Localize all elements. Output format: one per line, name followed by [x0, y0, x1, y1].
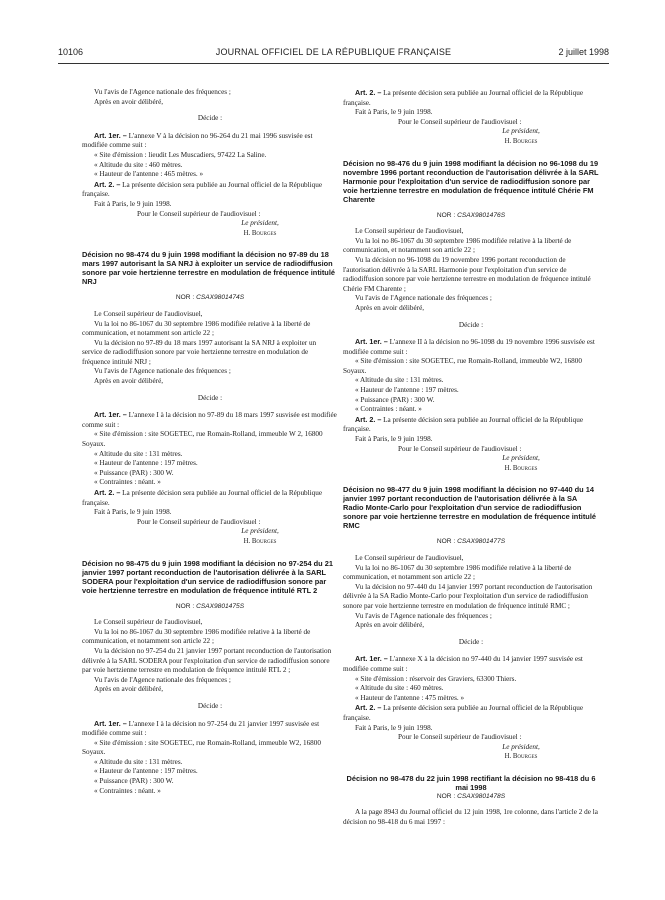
journal-title: JOURNAL OFFICIEL DE LA RÉPUBLIQUE FRANÇAISE — [215, 47, 452, 57]
article: Art. 1er. – L'annexe I à la décision no 97-254 du 21 janvier 1997 susvisée est modifiée comme suit : — [82, 718, 320, 738]
list-item: « Site d'émission : lieudit Les Muscadiers, 97422 La Saline. — [94, 150, 267, 159]
article: Art. 1er. – L'annexe X à la décision no 97-440 du 14 janvier 1997 susvisée est modifiée comme suit : — [343, 654, 583, 673]
nor-reference: NOR : CSAX9801478S — [436, 792, 506, 800]
paragraph: A la page 8943 du Journal officiel du 12 juin 1998, 1re colonne, dans l'article 2 de la décision no 98-418 du 6 mai 1997 : — [343, 808, 598, 827]
list-item: « Hauteur de l'antenne : 197 mètres. — [355, 386, 459, 395]
issue-date: 2 juillet 1998 — [558, 47, 609, 57]
signature-name: H. Bourges — [504, 464, 538, 472]
paragraph: Le Conseil supérieur de l'audiovisuel, — [355, 554, 464, 562]
paragraph: Vu la décision no 97-89 du 18 mars 1997 autorisant la SA NRJ à exploiter un service de radiodiffusion sonore par voie hertzienne terrestre en modulation de fréquence intitulé NRJ ; — [82, 338, 317, 366]
paragraph: Vu la décision no 97-440 du 14 janvier 1997 portant reconduction de l'autorisation délivrée à la SA Radio Monte-Carlo pour l'exploitation d'un service de radiodiffusion sonore par voie hertzienne terrestre en modulation de fréquence intitulé RMC ; — [343, 582, 593, 610]
paragraph: Vu la décision no 96-1098 du 19 novembre 1996 portant reconduction de l'autorisation délivrée à la SARL Harmonie pour l'exploitation d'un service de radiodiffusion sonore par voie hertzienne terrestre en modulation de fréquence intitulé Chérie FM Charente ; — [343, 255, 591, 293]
page-header — [58, 47, 609, 61]
paragraph: Vu l'avis de l'Agence nationale des fréquences ; — [355, 611, 492, 620]
list-item: « Altitude du site : 131 mètres. — [94, 757, 183, 766]
nor-reference: NOR : CSAX9801474S — [175, 294, 245, 302]
article: Art. 1er. – L'annexe V à la décision no 96-264 du 21 mai 1996 susvisée est modifiée comme suit : — [82, 130, 313, 150]
signature-title: Le président, — [502, 742, 540, 751]
fait-line: Fait à Paris, le 9 juin 1998. — [94, 508, 172, 517]
list-item: « Site d'émission : site SOGETEC, rue Romain-Rolland, immeuble W2, 16800 Soyaux. — [343, 357, 582, 375]
list-item: « Hauteur de l'antenne : 475 mètres. » — [355, 693, 465, 702]
decision-title: Décision no 98-476 du 9 juin 1998 modifiant la décision no 96-1098 du 19 novembre 1996 portant reconduction de l'autorisation délivrée à la SARL Harmonie pour l'exploitation d'un service de radiodiffusion sonore par voie hertzienne terrestre en modulation de fréquence intitulé Chérie FM Charente — [343, 158, 599, 204]
nor-reference: NOR : CSAX9801476S — [436, 211, 506, 219]
decide-heading: Décide : — [458, 637, 484, 646]
list-item: « Altitude du site : 460 mètres. — [355, 684, 444, 693]
signature-line: Pour le Conseil supérieur de l'audiovisuel : — [137, 209, 261, 218]
fait-line: Fait à Paris, le 9 juin 1998. — [355, 723, 433, 732]
signature-name: H. Bourges — [504, 753, 538, 761]
paragraph: Le Conseil supérieur de l'audiovisuel, — [355, 227, 464, 236]
decision-title: Décision no 98-475 du 9 juin 1998 modifiant la décision no 97-254 du 21 janvier 1997 portant reconduction de l'autorisation délivrée à la SARL SODERA pour l'exploitation d'un service de radiodiffusion sonore par voie hertzienne terrestre en modulation de fréquence intitulé RTL 2 — [82, 558, 333, 595]
paragraph: Vu l'avis de l'Agence nationale des fréquences ; — [94, 88, 231, 96]
list-item: « Altitude du site : 131 mètres. — [355, 376, 444, 385]
list-item: « Contraintes : néant. » — [94, 786, 161, 795]
paragraph: Après en avoir délibéré, — [355, 303, 425, 312]
header-rule — [58, 63, 609, 64]
decide-heading: Décide : — [197, 701, 223, 710]
paragraph: Après en avoir délibéré, — [94, 377, 164, 386]
paragraph: Vu l'avis de l'Agence nationale des fréquences ; — [94, 675, 231, 684]
article: Art. 1er. – L'annexe II à la décision no 96-1098 du 19 novembre 1996 susvisée est modifiée comme suit : — [343, 337, 595, 356]
left-column — [82, 88, 338, 796]
list-item: « Contraintes : néant. » — [355, 405, 422, 414]
signature-name: H. Bourges — [243, 537, 277, 545]
page-number: 10106 — [58, 47, 84, 57]
paragraph: Le Conseil supérieur de l'audiovisuel, — [94, 618, 203, 627]
signature-line: Pour le Conseil supérieur de l'audiovisuel : — [398, 117, 522, 126]
paragraph: Vu la décision no 97-254 du 21 janvier 1997 portant reconduction de l'autorisation délivrée à la SARL SODERA pour l'exploitation d'un service de radiodiffusion sonore par voie hertzienne terrestre en modulation de fréquence intitulé RTL 2 ; — [82, 646, 332, 675]
list-item: « Hauteur de l'antenne : 197 mètres. — [94, 459, 198, 468]
signature-name: H. Bourges — [243, 229, 277, 237]
paragraph: Après en avoir délibéré, — [355, 621, 425, 630]
paragraph: Vu la loi no 86-1067 du 30 septembre 1986 modifiée relative à la liberté de communication, et notamment son article 22 ; — [82, 627, 311, 646]
signature-name: H. Bourges — [504, 137, 538, 145]
list-item: « Hauteur de l'antenne : 197 mètres. — [94, 767, 198, 776]
paragraph: Après en avoir délibéré, — [94, 685, 164, 694]
list-item: « Puissance (PAR) : 300 W. — [94, 468, 174, 477]
fait-line: Fait à Paris, le 9 juin 1998. — [355, 108, 433, 117]
list-item: « Hauteur de l'antenne : 465 mètres. » — [94, 170, 204, 179]
signature-title: Le président, — [241, 219, 279, 228]
paragraph: Après en avoir délibéré, — [94, 97, 164, 106]
paragraph: Vu la loi no 86-1067 du 30 septembre 1986 modifiée relative à la liberté de communication, et notamment son article 22 ; — [82, 319, 311, 338]
list-item: « Site d'émission : site SOGETEC, rue Romain-Rolland, immeuble W2, 16800 Soyaux. — [82, 738, 321, 757]
paragraph: Le Conseil supérieur de l'audiovisuel, — [94, 309, 203, 318]
list-item: « Altitude du site : 460 mètres. — [94, 160, 183, 169]
paragraph: Vu l'avis de l'Agence nationale des fréquences ; — [355, 294, 492, 303]
decide-heading: Décide : — [197, 114, 223, 123]
right-column — [343, 88, 599, 828]
decision-title: Décision no 98-474 du 9 juin 1998 modifiant la décision no 97-89 du 18 mars 1997 autorisant la SA NRJ à exploiter un service de radiodiffusion sonore par voie hertzienne terrestre en modulation de fréquence intitulé NRJ — [82, 250, 335, 287]
signature-line: Pour le Conseil supérieur de l'audiovisuel : — [137, 517, 261, 526]
signature-title: Le président, — [502, 127, 540, 136]
decide-heading: Décide : — [458, 320, 484, 329]
paragraph: Vu la loi no 86-1067 du 30 septembre 1986 modifiée relative à la liberté de communication, et notamment son article 22 ; — [343, 236, 572, 255]
fait-line: Fait à Paris, le 9 juin 1998. — [355, 435, 433, 444]
paragraph: Vu l'avis de l'Agence nationale des fréquences ; — [94, 367, 231, 376]
list-item: « Puissance (PAR) : 300 W. — [355, 395, 435, 404]
article: Art. 2. – La présente décision sera publiée au Journal officiel de la République française. — [343, 414, 584, 434]
signature-title: Le président, — [502, 454, 540, 463]
article: Art. 2. – La présente décision sera publiée au Journal officiel de la République française. — [82, 179, 323, 199]
decision-title: Décision no 98-478 du 22 juin 1998 rectifiant la décision no 98-418 du 6 mai 1998 — [346, 773, 596, 792]
decide-heading: Décide : — [197, 393, 223, 402]
list-item: « Contraintes : néant. » — [94, 478, 161, 487]
fait-line: Fait à Paris, le 9 juin 1998. — [94, 199, 172, 208]
nor-reference: NOR : CSAX9801475S — [175, 602, 245, 610]
nor-reference: NOR : CSAX9801477S — [436, 538, 506, 546]
article: Art. 1er. – L'annexe I à la décision no 97-89 du 18 mars 1997 susvisée est modifiée comme suit : — [82, 410, 337, 429]
list-item: « Site d'émission : site SOGETEC, rue Romain-Rolland, immeuble W 2, 16800 Soyaux. — [82, 430, 323, 449]
signature-line: Pour le Conseil supérieur de l'audiovisuel : — [398, 733, 522, 742]
decision-title: Décision no 98-477 du 9 juin 1998 modifiant la décision no 97-440 du 14 janvier 1997 portant reconduction de l'autorisation délivrée à la SA Radio Monte-Carlo pour l'exploitation d'un service de radiodiffusion sonore par voie hertzienne terrestre en modulation de fréquence intitulé RMC — [343, 485, 596, 531]
article: Art. 2. – La présente décision sera publiée au Journal officiel de la République française. — [343, 88, 584, 107]
article: Art. 2. – La présente décision sera publiée au Journal officiel de la République française. — [343, 703, 584, 722]
signature-title: Le président, — [241, 527, 279, 536]
list-item: « Altitude du site : 131 mètres. — [94, 449, 183, 458]
list-item: « Puissance (PAR) : 300 W. — [94, 777, 174, 786]
article: Art. 2. – La présente décision sera publiée au Journal officiel de la République française. — [82, 488, 323, 507]
signature-line: Pour le Conseil supérieur de l'audiovisuel : — [398, 444, 522, 453]
paragraph: Vu la loi no 86-1067 du 30 septembre 1986 modifiée relative à la liberté de communication, et notamment son article 22 ; — [343, 563, 572, 582]
list-item: « Site d'émission : réservoir des Graviers, 63300 Thiers. — [355, 674, 517, 683]
